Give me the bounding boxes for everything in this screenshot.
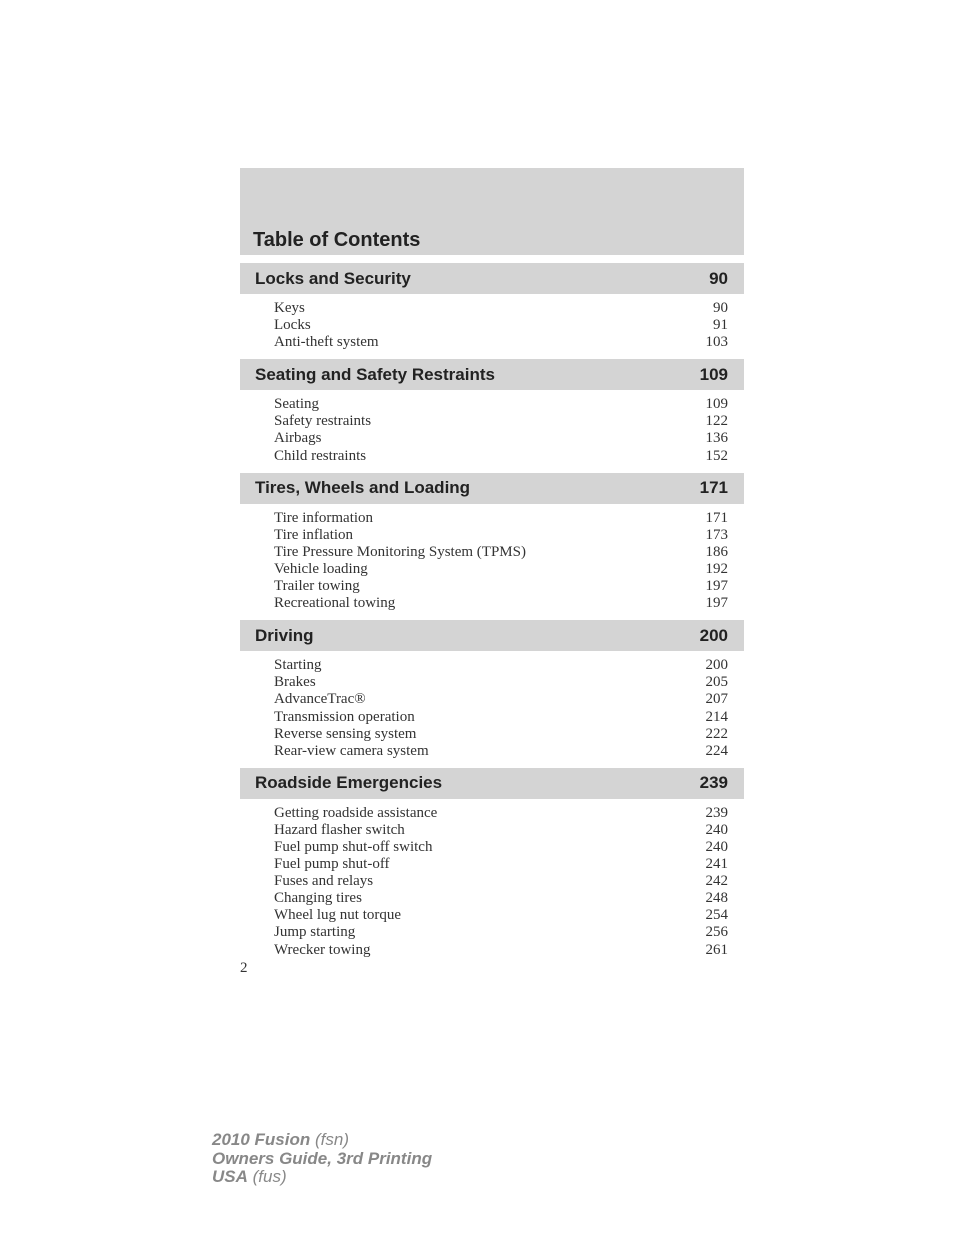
entry-page: 256 — [705, 924, 728, 941]
entry-label: Tire inflation — [274, 526, 354, 543]
toc-sections — [240, 263, 744, 959]
entry-page: 186 — [705, 543, 728, 560]
entry-label: Locks — [274, 317, 311, 334]
toc-entry[interactable] — [274, 691, 728, 708]
entry-label: Reverse sensing system — [274, 725, 417, 742]
entry-page: 91 — [713, 317, 728, 334]
entry-page: 205 — [705, 674, 728, 691]
toc-entry[interactable] — [274, 709, 728, 726]
footer-line-2 — [212, 1150, 432, 1169]
toc-entry[interactable] — [274, 907, 728, 924]
section-page: 109 — [699, 364, 728, 384]
section-entries — [240, 799, 744, 959]
toc-entry[interactable] — [274, 448, 728, 465]
toc-entry[interactable] — [274, 942, 728, 959]
entry-page: 222 — [705, 725, 728, 742]
document-footer — [212, 1131, 432, 1187]
toc-entry[interactable] — [274, 300, 728, 317]
toc-entry[interactable] — [274, 674, 728, 691]
footer-line-1 — [212, 1131, 432, 1150]
toc-entry[interactable] — [274, 856, 728, 873]
section-page: 200 — [699, 625, 728, 645]
entry-label: Fuses and relays — [274, 873, 374, 890]
section-header[interactable] — [240, 768, 744, 799]
entry-page: 173 — [705, 526, 728, 543]
section-header[interactable] — [240, 263, 744, 294]
toc-entry[interactable] — [274, 805, 728, 822]
section-header[interactable] — [240, 620, 744, 651]
entry-label: Getting roadside assistance — [274, 804, 438, 821]
entry-page: 254 — [705, 907, 728, 924]
toc-entry[interactable] — [274, 924, 728, 941]
entry-label: AdvanceTrac® — [274, 691, 366, 708]
toc-entry[interactable] — [274, 839, 728, 856]
section-title: Locks and Security — [255, 268, 411, 288]
entry-page: 240 — [705, 821, 728, 838]
section-entries — [240, 504, 744, 613]
entry-label: Trailer towing — [274, 578, 360, 595]
toc-entry[interactable] — [274, 527, 728, 544]
entry-page: 122 — [705, 413, 728, 430]
entry-label: Keys — [274, 300, 305, 316]
entry-label: Fuel pump shut-off — [274, 856, 390, 873]
toc-entry[interactable] — [274, 561, 728, 578]
entry-page: 136 — [705, 430, 728, 447]
entry-label: Recreational towing — [274, 595, 396, 612]
entry-page: 109 — [705, 396, 728, 413]
section-title: Seating and Safety Restraints — [255, 364, 495, 384]
toc-entry[interactable] — [274, 890, 728, 907]
entry-page: 240 — [705, 838, 728, 855]
footer-region-code: (fus) — [252, 1167, 287, 1186]
toc-entry[interactable] — [274, 510, 728, 527]
footer-guide: Owners Guide, 3rd Printing — [212, 1148, 433, 1168]
section-entries — [240, 390, 744, 464]
section-title: Driving — [255, 625, 314, 645]
entry-page: 214 — [705, 708, 728, 725]
footer-line-3 — [212, 1168, 432, 1187]
toc-entry[interactable] — [274, 544, 728, 561]
entry-page: 171 — [705, 509, 728, 526]
entry-page: 192 — [705, 560, 728, 577]
entry-label: Jump starting — [274, 924, 356, 941]
entry-label: Brakes — [274, 674, 316, 691]
toc-entry[interactable] — [274, 822, 728, 839]
toc-entry[interactable] — [274, 873, 728, 890]
section-page: 239 — [699, 773, 728, 793]
footer-model-code: (fsn) — [315, 1130, 349, 1149]
page-number: 2 — [240, 960, 248, 976]
section-entries — [240, 651, 744, 760]
entry-page: 90 — [713, 300, 728, 316]
entry-page: 261 — [705, 941, 728, 958]
toc-entry[interactable] — [274, 578, 728, 595]
entry-label: Hazard flasher switch — [274, 821, 405, 838]
entry-page: 207 — [705, 691, 728, 708]
toc-header — [240, 168, 744, 255]
entry-label: Wrecker towing — [274, 941, 371, 958]
entry-label: Fuel pump shut-off switch — [274, 838, 433, 855]
section-page: 90 — [709, 268, 728, 288]
entry-label: Rear-view camera system — [274, 742, 429, 759]
page-title: Table of Contents — [253, 229, 421, 251]
section-entries — [240, 294, 744, 351]
entry-page: 242 — [705, 873, 728, 890]
entry-page: 103 — [705, 334, 728, 351]
entry-label: Changing tires — [274, 890, 362, 907]
entry-page: 248 — [705, 890, 728, 907]
entry-label: Tire Pressure Monitoring System (TPMS) — [274, 543, 526, 560]
entry-label: Child restraints — [274, 447, 367, 464]
entry-page: 197 — [705, 578, 728, 595]
entry-page: 241 — [705, 856, 728, 873]
footer-region: USA — [212, 1167, 248, 1186]
entry-label: Safety restraints — [274, 413, 372, 430]
toc-page — [240, 168, 744, 959]
toc-entry[interactable] — [274, 743, 728, 760]
footer-model: 2010 Fusion — [212, 1130, 311, 1149]
toc-entry[interactable] — [274, 726, 728, 743]
entry-label: Seating — [274, 396, 319, 413]
entry-page: 197 — [705, 595, 728, 612]
toc-entry[interactable] — [274, 413, 728, 430]
entry-page: 224 — [705, 742, 728, 759]
toc-entry[interactable] — [274, 657, 728, 674]
toc-entry[interactable] — [274, 334, 728, 351]
toc-entry[interactable] — [274, 430, 728, 447]
entry-label: Starting — [274, 657, 322, 674]
entry-label: Transmission operation — [274, 708, 415, 725]
entry-page: 200 — [705, 657, 728, 674]
entry-label: Wheel lug nut torque — [274, 907, 402, 924]
toc-entry[interactable] — [274, 396, 728, 413]
entry-label: Anti-theft system — [274, 334, 379, 351]
section-header[interactable] — [240, 473, 744, 504]
section-page: 171 — [699, 478, 728, 498]
toc-entry[interactable] — [274, 595, 728, 612]
entry-page: 152 — [705, 447, 728, 464]
entry-label: Vehicle loading — [274, 560, 368, 577]
section-title: Tires, Wheels and Loading — [255, 478, 471, 498]
entry-label: Tire information — [274, 509, 374, 526]
toc-entry[interactable] — [274, 317, 728, 334]
section-header[interactable] — [240, 359, 744, 390]
entry-label: Airbags — [274, 430, 322, 447]
section-title: Roadside Emergencies — [255, 773, 443, 793]
entry-page: 239 — [705, 804, 728, 821]
